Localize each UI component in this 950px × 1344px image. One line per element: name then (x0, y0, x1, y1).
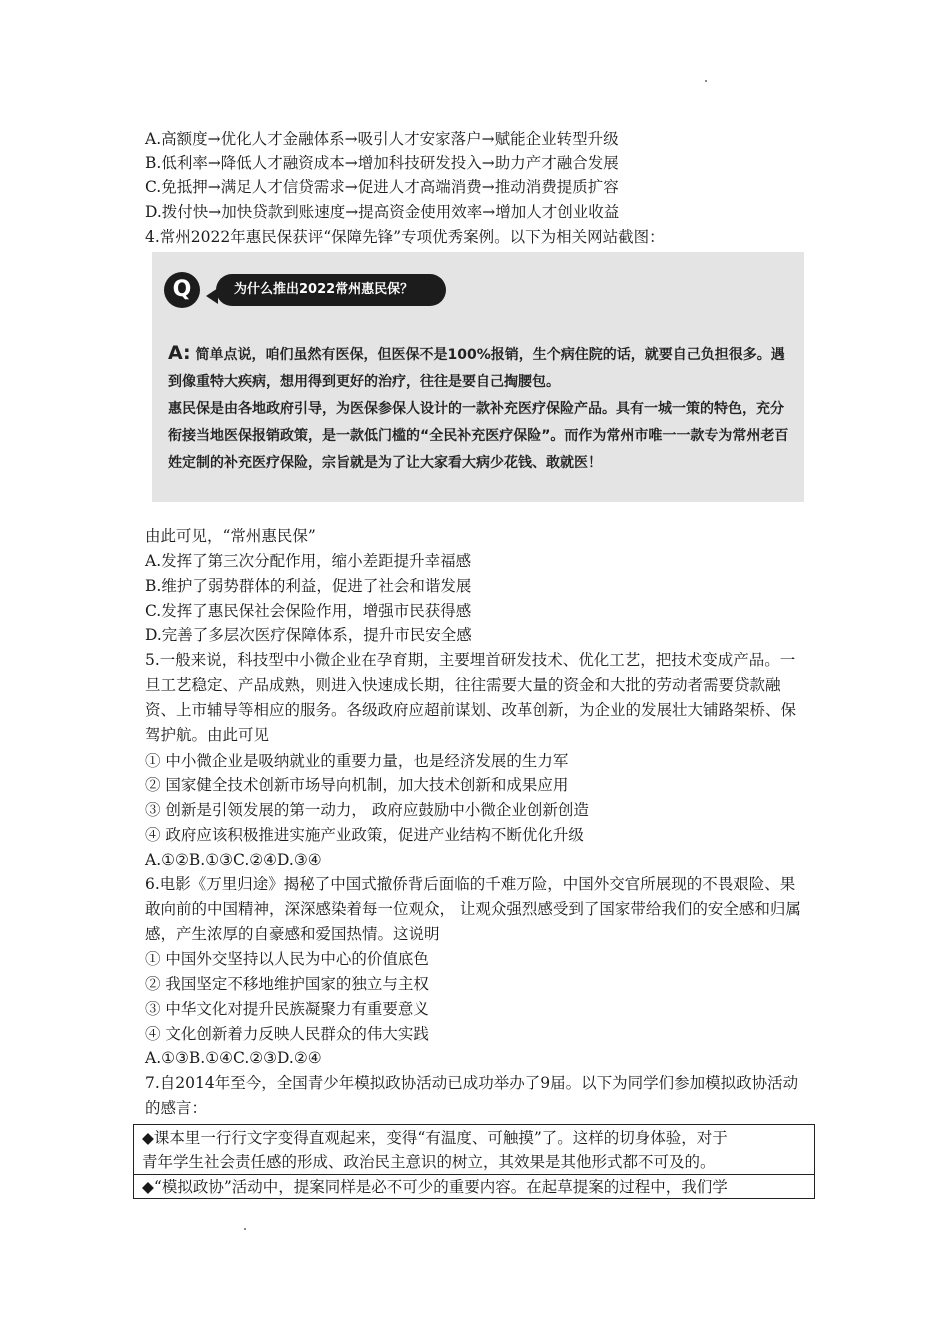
scan-speck (244, 1228, 246, 1230)
q6-item-1: ① 中国外交坚持以人民为中心的价值底色 (145, 950, 429, 968)
q5-stem: 5.一般来说，科技型中小微企业在孕育期，主要埋首研发技术、优化工艺，把技术变成产品。一旦工艺稳定、产品成熟，则进入快速成长期，往往需要大量的资金和大批的劳动者需要贷款融资、上市辅导等相应的服务。各级政府应超前谋划、改革创新，为企业的发展壮大铺路架桥、保驾护航。由此可见 (145, 651, 797, 744)
q5-item-3: ③ 创新是引领发展的第一动力， 政府应鼓励中小微企业创新创造 (145, 801, 589, 819)
q6-stem: 6.电影《万里归途》揭秘了中国式撤侨背后面临的千难万险，中国外交官所展现的不畏艰险、果敢向前的中国精神，深深感染着每一位观众， 让观众强烈感受到了国家带给我们的安全感和归属感，产生浓厚的自豪感和爱国热情。这说明 (145, 875, 801, 943)
website-screenshot (152, 252, 804, 502)
q4-option-b: B.维护了弱势群体的利益，促进了社会和谐发展 (145, 577, 472, 595)
q6-item-4: ④ 文化创新着力反映人民群众的伟大实践 (145, 1025, 429, 1043)
answer-text (168, 340, 794, 477)
q6-choices: A.①③B.①④C.②③D.②④ (145, 1049, 322, 1067)
q4-option-c: C.发挥了惠民保社会保险作用，增强市民获得感 (145, 602, 472, 620)
quote-line-3: ◆“模拟政协”活动中，提案同样是必不可少的重要内容。在起草提案的过程中，我们学 (142, 1178, 728, 1196)
q4-lead: 由此可见，“常州惠民保” (145, 527, 316, 545)
q3-option-c: C.免抵押→满足人才信贷需求→促进人才高端消费→推动消费提质扩容 (145, 178, 619, 196)
q5-item-4: ④ 政府应该积极推进实施产业政策，促进产业结构不断优化升级 (145, 826, 584, 844)
q7-stem: 7.自2014年至今，全国青少年模拟政协活动已成功举办了9届。以下为同学们参加模拟政协活动的感言： (145, 1074, 799, 1117)
q3-option-b: B.低利率→降低人才融资成本→增加科技研发投入→助力产才融合发展 (145, 154, 619, 172)
q4-option-a: A.发挥了第三次分配作用，缩小差距提升幸福感 (145, 552, 472, 570)
q5-item-1: ① 中小微企业是吸纳就业的重要力量，也是经济发展的生力军 (145, 752, 569, 770)
answer-paragraph-1: 简单点说，咱们虽然有医保，但医保不是100%报销，生个病住院的话，就要自己负担很多。遇到像重特大疾病，想用得到更好的治疗，往往是要自己掏腰包。 (168, 347, 785, 390)
quote-line-2: 青年学生社会责任感的形成、政治民主意识的树立，其效果是其他形式都不可及的。 (142, 1153, 716, 1171)
q-badge: Q (164, 272, 200, 308)
q5-choices: A.①②B.①③C.②④D.③④ (145, 851, 322, 869)
question-bubble: 为什么推出2022常州惠民保？ (216, 274, 446, 306)
a-label: A: (168, 342, 191, 364)
q5-item-2: ② 国家健全技术创新市场导向机制，加大技术创新和成果应用 (145, 776, 569, 794)
quote-line-1: ◆课本里一行行文字变得直观起来，变得“有温度、可触摸”了。这样的切身体验，对于 (142, 1129, 728, 1147)
q6-item-2: ② 我国坚定不移地维护国家的独立与主权 (145, 975, 429, 993)
q6-item-3: ③ 中华文化对提升民族凝聚力有重要意义 (145, 1000, 429, 1018)
quote-box (133, 1124, 815, 1199)
q3-option-d: D.拨付快→加快贷款到账速度→提高资金使用效率→增加人才创业收益 (145, 203, 620, 221)
answer-paragraph-2: 惠民保是由各地政府引导，为医保参保人设计的一款补充医疗保险产品。具有一城一策的特色，充分衔接当地医保报销政策，是一款低门槛的“全民补充医疗保险”。而作为常州市唯一一款专为常州老百姓定制的补充医疗保险，宗旨就是为了让大家看大病少花钱、敢就医！ (168, 401, 789, 471)
q4-option-d: D.完善了多层次医疗保障体系，提升市民安全感 (145, 626, 472, 644)
scan-speck (705, 80, 707, 82)
q4-stem: 4.常州2022年惠民保获评“保障先锋”专项优秀案例。以下为相关网站截图： (145, 228, 665, 246)
q3-option-a: A.高额度→优化人才金融体系→吸引人才安家落户→赋能企业转型升级 (145, 130, 619, 148)
